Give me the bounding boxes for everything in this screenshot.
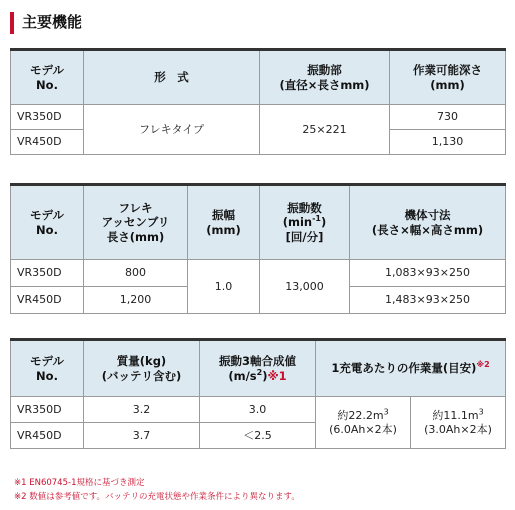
spec-table-1 [10,48,506,155]
model-cell: VR350D [11,105,84,130]
footnote-2: ※2 数値は参考値です。バッテリの充電状態や作業条件により異なります。 [14,492,300,502]
dimensions-cell: 1,083×93×250 [350,260,506,287]
work-amount-cell-b: 約$11.1m^3$ (3.0Ah×2本) [411,397,506,449]
vibration-part-cell: 25×221 [260,105,390,155]
flex-length-cell: 1,200 [84,287,188,314]
header-type: 形 式 [84,50,260,105]
header-frequency: 振動数 $(\min^{-1})$ [回/分] [260,185,350,260]
header-flex-length: フレキ アッセンブリ 長さ(mm) [84,185,188,260]
flex-length-cell: 800 [84,260,188,287]
mass-cell: 3.2 [84,397,200,423]
vibration-value-cell: 3.0 [200,397,316,423]
note-marker-1: ※1 [267,368,287,383]
model-cell: VR450D [11,130,84,155]
footnotes [14,476,300,504]
header-model: モデル No. [11,50,84,105]
vibration-value-cell: ＜2.5 [200,423,316,449]
model-cell: VR450D [11,287,84,314]
header-model: モデル No. [11,340,84,397]
model-cell: VR350D [11,260,84,287]
work-amount-cell-a: 約$22.2m^3$ (6.0Ah×2本) [316,397,411,449]
header-vibration-value: 振動3軸合成値 $(m/s^2)※1$ [200,340,316,397]
spec-table-3 [10,338,506,449]
header-mass: 質量(kg) (バッテリ含む) [84,340,200,397]
header-work-per-charge: 1充電あたりの作業量(目安)$^{※2}$ [316,340,506,397]
depth-cell: 730 [390,105,506,130]
mass-cell: 3.7 [84,423,200,449]
section-heading [10,10,505,36]
type-cell: フレキタイプ [84,105,260,155]
note-marker-2: ※2 [476,360,490,370]
model-cell: VR450D [11,423,84,449]
depth-cell: 1,130 [390,130,506,155]
heading-accent-bar [10,12,14,34]
dimensions-cell: 1,483×93×250 [350,287,506,314]
frequency-cell: 13,000 [260,260,350,314]
spec-table-2 [10,183,506,314]
header-amplitude: 振幅 (mm) [188,185,260,260]
model-cell: VR350D [11,397,84,423]
footnote-1: ※1 EN60745-1規格に基づき測定 [14,478,145,488]
header-working-depth: 作業可能深さ (mm) [390,50,506,105]
header-dimensions: 機体寸法 (長さ×幅×高さmm) [350,185,506,260]
header-vibration-part: 振動部 (直径×長さmm) [260,50,390,105]
amplitude-cell: 1.0 [188,260,260,314]
header-model: モデル No. [11,185,84,260]
section-title: 主要機能 [22,13,83,31]
